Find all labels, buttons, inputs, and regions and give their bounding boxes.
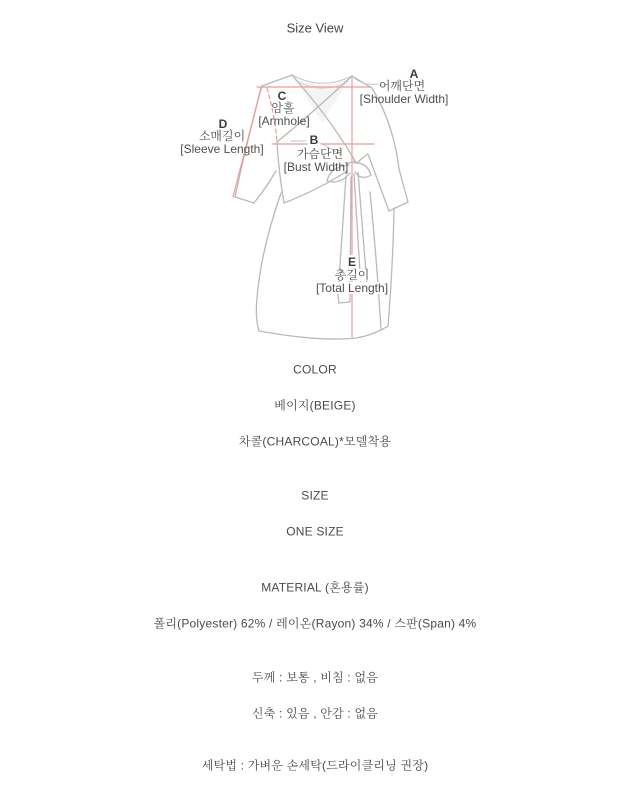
label-d-letter: D [218, 117, 228, 131]
bow-right-loop [354, 163, 371, 177]
label-c-english: [Armhole] [258, 114, 310, 128]
color-option-beige: 베이지(BEIGE) [274, 398, 356, 413]
label-b-korean: 가슴단면 [296, 147, 344, 161]
label-e-english: [Total Length] [315, 281, 389, 295]
label-a-letter: A [409, 67, 419, 81]
fabric-detail-thickness: 두께 : 보통 , 비침 : 없음 [251, 670, 379, 685]
label-e-korean: 총길이 [334, 268, 370, 282]
label-e-letter: E [347, 255, 357, 269]
color-heading: COLOR [293, 362, 337, 377]
size-value: ONE SIZE [286, 524, 344, 539]
fabric-detail-stretch: 신축 : 있음 , 안감 : 없음 [251, 706, 379, 721]
color-option-charcoal: 차콜(CHARCOAL)*모델착용 [238, 434, 392, 449]
label-c-letter: C [277, 89, 287, 103]
label-c-korean: 암홀 [271, 101, 295, 115]
page-title: Size View [286, 20, 344, 36]
label-d-english: [Sleeve Length] [180, 142, 264, 156]
material-composition: 폴리(Polyester) 62% / 레이온(Rayon) 34% / 스판(Span) 4% [153, 616, 477, 631]
material-heading: MATERIAL (혼용률) [261, 580, 369, 595]
washing-instructions: 세탁법 : 가벼운 손세탁(드라이클리닝 권장) [201, 758, 429, 773]
label-b-letter: B [309, 133, 319, 147]
label-a-korean: 어깨단면 [378, 79, 426, 93]
dress-size-diagram [0, 0, 630, 360]
label-b-english: [Bust Width] [283, 160, 349, 174]
label-d-korean: 소매길이 [198, 129, 246, 143]
size-heading: SIZE [301, 488, 329, 503]
label-a-english: [Shoulder Width] [359, 92, 449, 106]
